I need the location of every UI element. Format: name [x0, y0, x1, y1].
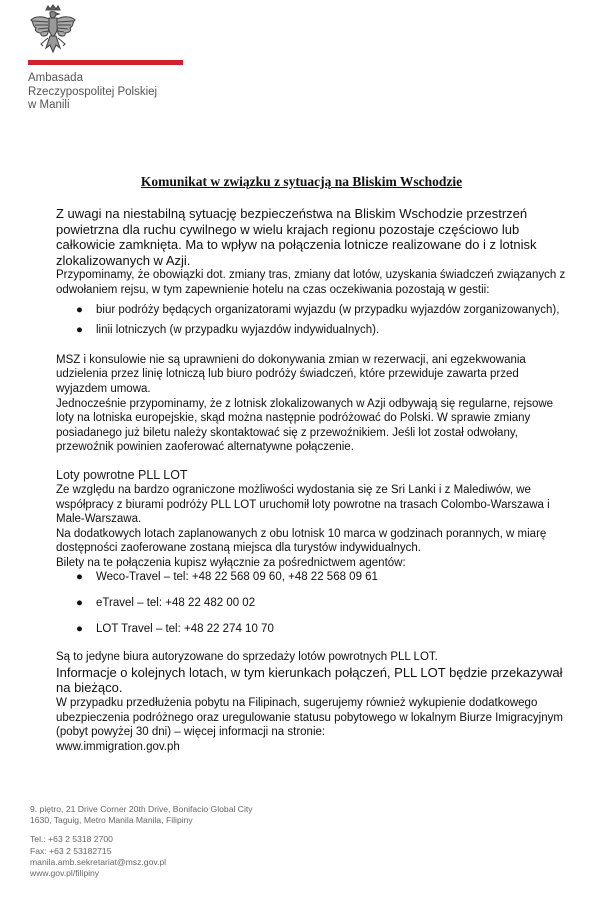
section-heading: Loty powrotne PLL LOT — [56, 467, 188, 482]
bullet-icon: ● — [76, 571, 83, 584]
paragraph: Są to jedyne biura autoryzowane do sprzedaży lotów powrotnych PLL LOT. — [56, 651, 438, 664]
list-item-text: Weco-Travel – tel: +48 22 568 09 60, +48 22 568 09 61 — [96, 571, 378, 584]
paragraph: Ze względu na bardzo ograniczone możliwości wydostania się ze Sri Lanki i z Malediwów, we współpracy z biurami podróży PLL LOT uruchomił loty powrotne na trasach Colombo-Warszawa i Male-Warszawa. — [56, 483, 550, 526]
bullet-icon: ● — [76, 597, 83, 610]
list-item — [56, 303, 572, 318]
bullet-icon: ● — [76, 303, 83, 316]
list-item — [56, 570, 572, 585]
footer-fax: Fax: +63 2 53182715 — [30, 845, 112, 856]
paragraph: Na dodatkowych lotach zaplanowanych z obu lotnisk 10 marca w godzinach porannych, w miarę dostępności zaoferowane zostaną miejsca dla turystów indywidualnych. — [56, 527, 547, 555]
list-item-text: LOT Travel – tel: +48 22 274 10 70 — [96, 622, 274, 635]
embassy-line: Ambasada — [28, 72, 83, 84]
lead-paragraph: Z uwagi na niestabilną sytuację bezpieczeństwa na Bliskim Wschodzie przestrzeń powietrzna dla ruchu cywilnego w wielu krajach regionu pozostaje częściowo lub całkowicie zamknięta. Ma to wpływ na połączenia lotnicze realizowane do i z lotnisk zlokalizowanych w Azji. — [56, 206, 537, 268]
agents-list — [56, 570, 572, 636]
paragraph: MSZ i konsulowie nie są uprawnieni do dokonywania zmian w rezerwacji, ani egzekwowania udzielenia przez linię lotniczą lub biuro podróży świadczeń, które przewiduje zawarta przed wyjazdem umowa. — [56, 353, 526, 395]
header-accent-line — [28, 60, 183, 65]
paragraph: W przypadku przedłużenia pobytu na Filipinach, sugerujemy również wykupienie dodatkowego ubezpieczenia podróżnego oraz uregulowanie statusu pobytowego w lokalnym Biurze Imigracyjnym (pobyt powyżej 30 dni) – więcej informacji na stronie: — [56, 697, 563, 739]
footer — [30, 804, 253, 879]
list-item-text: eTravel – tel: +48 22 482 00 02 — [96, 597, 256, 610]
list-item — [56, 596, 572, 611]
paragraph: Jednocześnie przypominamy, że z lotnisk zlokalizowanych w Azji odbywają się regularne, rejsowe loty na lotniska europejskie, skąd można następnie podróżować do Polski. W sprawie zmiany posiadanego już biletu należy skontaktować się z przewoźnikiem. Jeśli lot został odwołany, przewoźnik powinien zaoferować alternatywne połączenie. — [56, 397, 554, 454]
footer-address-line: 9. piętro, 21 Drive Corner 20th Drive, Bonifacio Global City — [30, 804, 253, 814]
document-title: Komunikat w związku z sytuacją na Bliskim Wschodzie — [140, 174, 463, 189]
list-item-text: linii lotniczych (w przypadku wyjazdów indywidualnych). — [96, 324, 380, 337]
list-item — [56, 323, 572, 338]
footer-email[interactable]: manila.amb.sekretariat@msz.gov.pl — [30, 856, 167, 867]
info-paragraph: Informacje o kolejnych lotach, w tym kierunkach połączeń, PLL LOT będzie przekazywał na bieżąco. — [56, 664, 563, 696]
list-item — [56, 622, 572, 637]
list-item-text: biur podróży będących organizatorami wyjazdu (w przypadku wyjazdów zorganizowanych), — [96, 303, 560, 316]
bullet-icon: ● — [76, 622, 83, 635]
bullet-icon: ● — [76, 324, 83, 337]
paragraph: Przypominamy, że obowiązki dot. zmiany tras, zmiany dat lotów, uzyskania świadczeń związanych z odwołaniem rejsu, w tym zapewnienie hotelu na czas oczekiwania pozostają w gestii: — [56, 269, 566, 296]
footer-phone: Tel.: +63 2 5318 2700 — [30, 834, 113, 845]
embassy-line: w Manili — [28, 99, 70, 111]
embassy-line: Rzeczypospolitej Polskiej — [28, 85, 158, 98]
document-body — [56, 206, 572, 754]
footer-website[interactable]: www.gov.pl/filipiny — [30, 868, 100, 879]
embassy-name — [28, 72, 157, 113]
polish-eagle-emblem-icon — [28, 4, 78, 56]
paragraph: Bilety na te połączenia kupisz wyłącznie za pośrednictwem agentów: — [56, 556, 406, 569]
responsibility-list — [56, 303, 572, 338]
footer-address-line: 1630, Taguig, Metro Manila Manila, Filipiny — [30, 815, 193, 826]
immigration-link[interactable]: www.immigration.gov.ph — [56, 740, 180, 753]
